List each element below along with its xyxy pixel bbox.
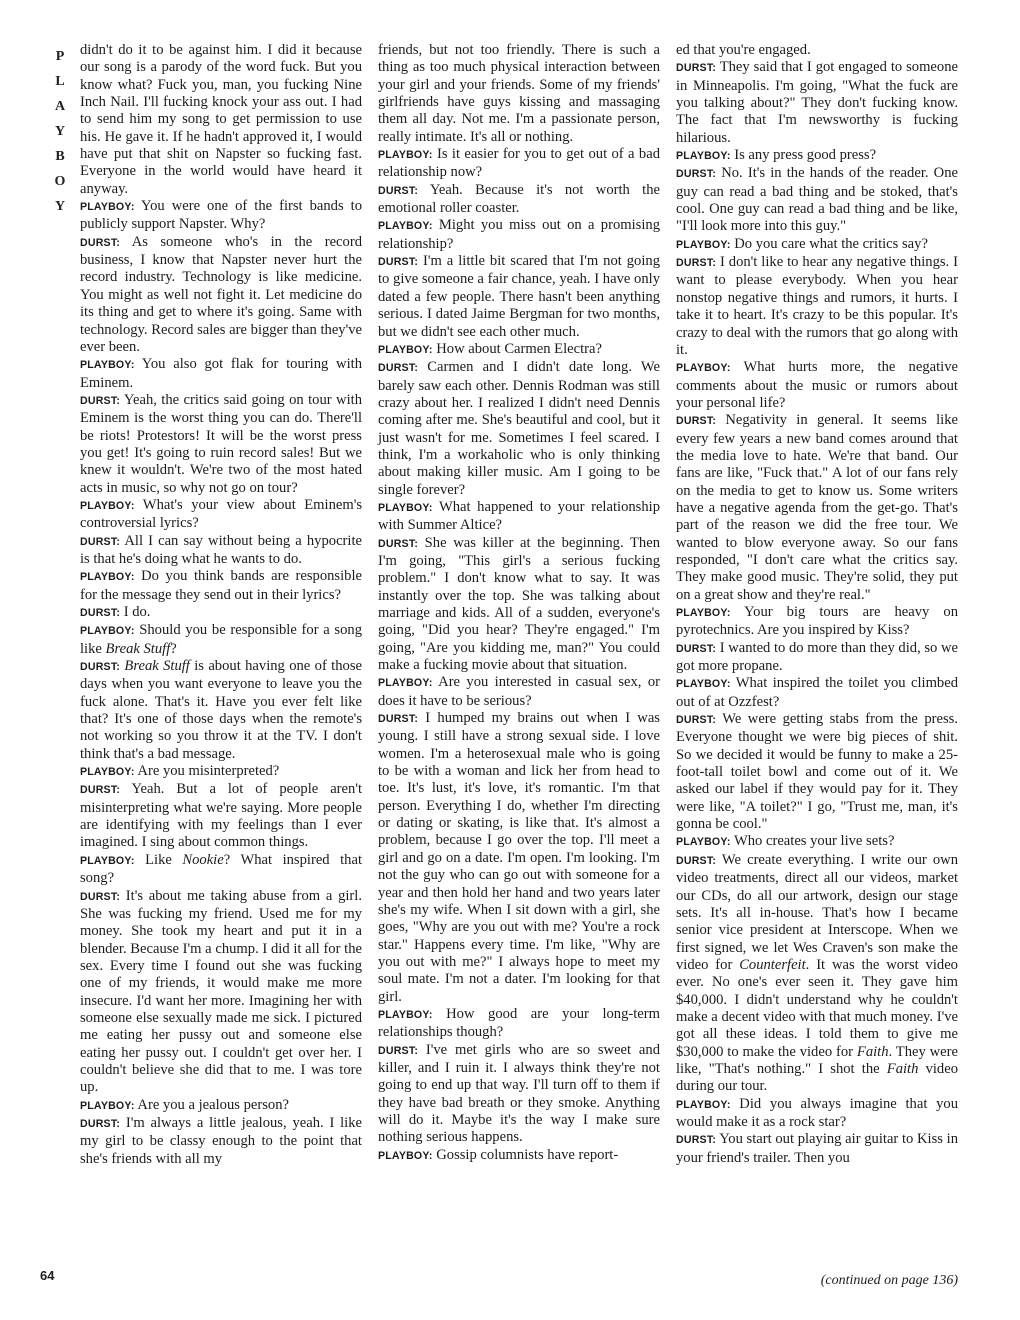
body-text: What inspired the toilet you climbed out of at Ozzfest? [676,675,958,710]
answer-paragraph [80,234,362,356]
answer-paragraph [676,165,958,235]
answer-paragraph [80,781,362,851]
body-text: Yeah. But a lot of people aren't misinterpreting what we're saying. More people are identifying with my feelings than I ever imagined. I sing about common things. [80,781,362,851]
body-text: We create everything. I write our own video treatments, direct all our videos, market our CDs, do all our artwork, design our stage sets. It's all in-house. That's how I became senior vice president at Interscope. When we first signed, we let Wes Craven's son make the video for [676,851,958,973]
body-text: I humped my brains out when I was young. I still have a strong sexual side. I love women. I'm a heterosexual male who is going to be with a woman and lick her from head to toe. It's lust, it's love, it's romantic. I'm that person. Everything I do, whether I'm directing or dating or skating, is like that. It's almost a problem, because I go over the top. I'll meet a girl and go on a date. I'm open. I'm looking. I'm not the guy who can go out with someone for a year and then hold her hand and two years later she's my wife. When I sit down with a girl, she goes, "Why are you out with me? You're a rock star." Happens every time. I'm like, "Why are you out with me?" I always hope to meet my soul mate. I'm not a dater. I'm looking for that girl. [378,710,660,1005]
speaker-label: DURST: [80,1117,121,1130]
text-column-3 [676,42,958,1167]
body-text: I do. [120,604,151,620]
continued-note: (continued on page 136) [820,1273,958,1288]
body-text: It's about me taking abuse from a girl. She was fucking my friend. Used me for my money. She took my heart and put it in a blender. Because I'm a chump. I did it all for the sex. Every time I found out she was fucking one of my friends, it would make me more insecure. I'd want her more. Imagining her with someone else sexually made me sick. I pictured me eating her pussy out and someone else eating her pussy out. I couldn't get over her. I couldn't believe she did that to me. I was tore up. [80,887,362,1096]
speaker-label: DURST: [80,535,121,548]
body-text: You were one of the first bands to publicly support Napster. Why? [80,198,362,233]
question-paragraph [80,198,362,234]
speaker-label: DURST: [676,62,717,75]
speaker-label: PLAYBOY: [80,766,135,779]
speaker-label: PLAYBOY: [378,1149,433,1162]
speaker-label: PLAYBOY: [676,1098,731,1111]
answer-paragraph [378,253,660,341]
speaker-label: PLAYBOY: [676,678,731,691]
answer-paragraph [80,604,362,622]
speaker-label: PLAYBOY: [80,499,135,512]
body-text: Are you misinterpreted? [134,763,280,780]
speaker-label: PLAYBOY: [80,854,135,867]
speaker-label: PLAYBOY: [378,501,433,514]
question-paragraph [80,497,362,533]
speaker-label: DURST: [378,184,419,197]
answer-paragraph [378,1042,660,1147]
speaker-label: PLAYBOY: [80,359,135,372]
speaker-label: DURST: [80,661,121,674]
answer-paragraph [676,412,958,604]
body-text: No. It's in the hands of the reader. One guy can read a bad thing and be stoked, that's cool. One guy can read a bad thing and be like, "I'll look more into this guy." [676,165,958,235]
body-text: What's your view about Eminem's controversial lyrics? [80,496,362,532]
speaker-label: PLAYBOY: [378,149,433,162]
body-text: Might you miss out on a promising relationship? [378,217,660,252]
question-paragraph [676,833,958,851]
body-text: . They were like, "That's nothing." I shot the [676,1043,959,1077]
body-text: Like [134,851,183,868]
body-text: I'm a little bit scared that I'm not going to give someone a fair chance, yeah. I have only dated a few people. There hasn't been anything serious. I dated Jaime Bergman for two months, but we didn't see each other much. [378,253,660,340]
body-text: She was killer at the beginning. Then I'm going, "This girl's a serious fucking problem." I don't know what to say. It was instantly over the top. She was talking about marriage and kids. All of a sudden, everyone's going, "Did you hear? They're engaged." I'm going, "Are you kidding me, man?" You could make a fucking movie about that situation. [378,534,660,674]
body-text: is about having one of those days when you want everyone to leave you the fuck alone. That's it. Have you ever felt like that? It's one of those days when the remote's not working so you throw it at the TV. I don't think that's a bad message. [80,658,362,762]
body-text: Do you think bands are responsible for the message they send out in their lyrics? [80,568,362,603]
italic-title: Counterfeit [739,956,806,973]
question-paragraph [80,356,362,392]
speaker-label: DURST: [676,1134,717,1147]
speaker-label: PLAYBOY: [676,362,731,375]
answer-paragraph [80,888,362,1097]
body-text: Do you care what the critics say? [730,235,928,252]
speaker-label: PLAYBOY: [80,571,135,584]
speaker-label: DURST: [80,236,121,249]
question-paragraph [676,675,958,711]
question-paragraph [378,499,660,535]
body-text: friends, but not too friendly. There is such a thing as too much physical interaction between your girl and your friends. Some of my friends' girlfriends have guys kissing and massaging them all day. Not me. I'm a passionate person, really intimate. It's all or nothing. [378,42,660,145]
speaker-label: PLAYBOY: [676,607,731,619]
answer-paragraph [676,59,958,147]
text-column-2 [378,42,660,1165]
body-text: ? [170,640,177,657]
speaker-label: PLAYBOY: [676,836,731,849]
italic-title: Faith [886,1060,919,1077]
body-text: I don't like to hear any negative things. I want to please everybody. When you hear nonstop negative things and rumors, it hurts. I take it to heart. It's crazy to be this popular. It's crazy to deal with the rumors that go along with it. [676,254,958,358]
question-paragraph [676,1096,958,1132]
body-text: What hurts more, the negative comments about the music or rumors about your personal life? [676,359,958,411]
question-paragraph [676,359,958,412]
body-text: Did you always imagine that you would make it as a rock star? [676,1095,958,1130]
question-paragraph [80,622,362,658]
speaker-label: DURST: [80,607,121,619]
answer-paragraph [80,392,362,497]
speaker-label: PLAYBOY: [80,201,135,214]
answer-paragraph [80,658,362,763]
speaker-label: DURST: [378,362,419,375]
speaker-label: DURST: [676,257,717,270]
question-paragraph [378,217,660,253]
answer-paragraph [378,710,660,1006]
body-text: They said that I got engaged to someone in Minneapolis. I'm going, "What the fuck are you talking about?" They don't fucking know. The fact that I'm newsworthy is fucking hilarious. [676,59,958,146]
masthead-letter: Y [54,124,66,139]
body-text: Are you interested in casual sex, or does it have to be serious? [378,674,660,709]
speaker-label: PLAYBOY: [676,238,731,251]
italic-title: Nookie [182,851,224,868]
body-text: Gossip columnists have report- [432,1146,619,1163]
answer-paragraph [378,359,660,499]
question-paragraph [378,674,660,710]
speaker-label: DURST: [80,394,121,407]
body-text: Who creates your live sets? [730,833,895,850]
speaker-label: DURST: [80,784,121,797]
question-paragraph [676,147,958,165]
question-paragraph [378,341,660,359]
answer-paragraph [676,254,958,359]
speaker-label: PLAYBOY: [676,150,731,163]
question-paragraph [80,1097,362,1115]
speaker-label: DURST: [378,713,419,726]
italic-title: Faith [856,1043,889,1060]
playboy-masthead-vertical [45,44,75,219]
body-text: Is it easier for you to get out of a bad relationship now? [378,146,660,181]
body-text: Is any press good press? [730,147,877,164]
speaker-label: DURST: [676,854,717,867]
body-text: We were getting stabs from the press. Everyone thought we were big pieces of shit. So we decided it would be funny to make a 25-foot-tall toilet bowl and come out of it. We asked our label if they would pay for it. They were like, "A toilet?" I go, "Trust me, man, it's gonna be cool." [676,711,958,833]
speaker-label: PLAYBOY: [378,1008,433,1021]
body-text: What happened to your relationship with Summer Altice? [378,498,660,534]
answer-paragraph [676,1131,958,1167]
question-paragraph [378,1006,660,1042]
answer-paragraph [676,852,958,1096]
body-text: I'm always a little jealous, yeah. I like my girl to be classy enough to the point that she's friends with all my [80,1114,362,1167]
question-paragraph [80,852,362,888]
continuation-paragraph [80,42,362,198]
speaker-label: PLAYBOY: [80,1099,135,1112]
body-text: Negativity in general. It seems like every few years a new band comes around that the media love to hate. We're that band. Our fans are like, "Fuck that." A lot of our fans rely on the media to get to know us. Some writers have a negative agenda from the get-go. That's part of the reason we did the free tour. We wanted to blow everyone away. So our fans responded, "I don't care what the critics say. They make good music. They're solid, they put on a great show and they're real." [676,412,958,603]
speaker-label: PLAYBOY: [378,343,433,356]
continuation-paragraph [676,42,958,59]
answer-paragraph [80,1115,362,1168]
speaker-label: DURST: [676,168,717,181]
body-text: Your big tours are heavy on pyrotechnics. Are you inspired by Kiss? [676,604,958,639]
italic-title: Break Stuff [124,658,190,675]
question-paragraph [80,568,362,604]
speaker-label: PLAYBOY: [378,220,433,233]
question-paragraph [80,763,362,781]
body-text: All I can say without being a hypocrite is that he's doing what he wants to do. [80,532,362,567]
speaker-label: PLAYBOY: [378,677,433,690]
body-text: I wanted to do more than they did, so we got more propane. [676,639,959,675]
body-text: How about Carmen Electra? [432,340,602,357]
body-text: You start out playing air guitar to Kiss in your friend's trailer. Then you [676,1131,958,1166]
continuation-paragraph [378,42,660,146]
speaker-label: DURST: [676,415,717,428]
speaker-label: DURST: [378,537,419,550]
question-paragraph [676,236,958,254]
body-text: As someone who's in the record business, I know that Napster never hurt the record industry. Technology is like medicine. You might as well not fight it. Let medicine do its thing and get to where it's going. Same with technology. Record sales are bigger than they've ever been. [80,233,362,355]
answer-paragraph [378,535,660,675]
answer-paragraph [676,640,958,676]
masthead-letter: L [55,74,65,89]
body-text: Carmen and I didn't date long. We barely saw each other. Dennis Rodman was still crazy about her. I realized I didn't need Dennis coming after me. She's beautiful and cool, but it just wasn't for me. Sometimes I feel scared. I think, I'm a workaholic who is only thinking about making killer music. Am I going to be single forever? [378,359,660,498]
answer-paragraph [80,533,362,569]
body-text: Yeah. Because it's not worth the emotional roller coaster. [378,181,660,217]
page-number: 64 [40,1268,55,1283]
italic-title: Break Stuff [105,640,171,657]
speaker-label: DURST: [378,256,419,269]
masthead-letter: Y [54,199,66,214]
question-paragraph [378,1147,660,1165]
body-text: Are you a jealous person? [134,1096,289,1113]
speaker-label: PLAYBOY: [80,625,135,638]
speaker-label: DURST: [676,642,717,655]
body-text: Should you be responsible for a song like [80,622,362,657]
speaker-label: DURST: [80,890,121,903]
body-text: How good are your long-term relationships though? [378,1005,660,1041]
masthead-letter: P [55,49,65,64]
answer-paragraph [676,711,958,833]
body-text: didn't do it to be against him. I did it because our song is a parody of the word fuck. But you know what? Fuck you, man, you fucking Nine Inch Nail. I'll fucking knock your ass out. I had to send him my song to get permission to use his. He gave it. If he hadn't approved it, I would have put that shit on Napster so fucking fast. Everyone in the world would have heard it anyway. [80,42,362,197]
body-text: Yeah, the critics said going on tour with Eminem is the worst thing you can do. There'll be riots! Protestors! It will be the worst press you get! It's going to ruin record sales! But we knew it wouldn't. We're two of the most hated acts in music, so why not go on tour? [80,391,362,496]
question-paragraph [378,146,660,182]
answer-paragraph [378,182,660,218]
body-text: ed that you're engaged. [676,42,811,58]
masthead-letter: B [55,149,65,164]
body-text: video during our tour. [676,1060,958,1095]
question-paragraph [676,604,958,640]
masthead-letter: A [54,99,66,114]
masthead-letter: O [54,174,66,189]
body-text: I've met girls who are so sweet and killer, and I ruin it. I always think they're not going to end up that way. I'll turn off to them if they have bad breath or they smoke. Anything will do it. Maybe it's the way I make sure nothing serious happens. [378,1041,660,1146]
body-text: You also got flak for touring with Eminem. [80,356,362,391]
speaker-label: DURST: [378,1044,419,1057]
speaker-label: DURST: [676,714,717,727]
body-text: ? What inspired that song? [80,851,362,887]
body-text: . It was the worst video ever. No one's ever seen it. They gave him $40,000. I didn't understand why he couldn't make a decent video with that much money. I've got all these ideas. I told them to give me $30,000 to make the video for [676,956,958,1060]
text-column-1 [80,42,362,1168]
